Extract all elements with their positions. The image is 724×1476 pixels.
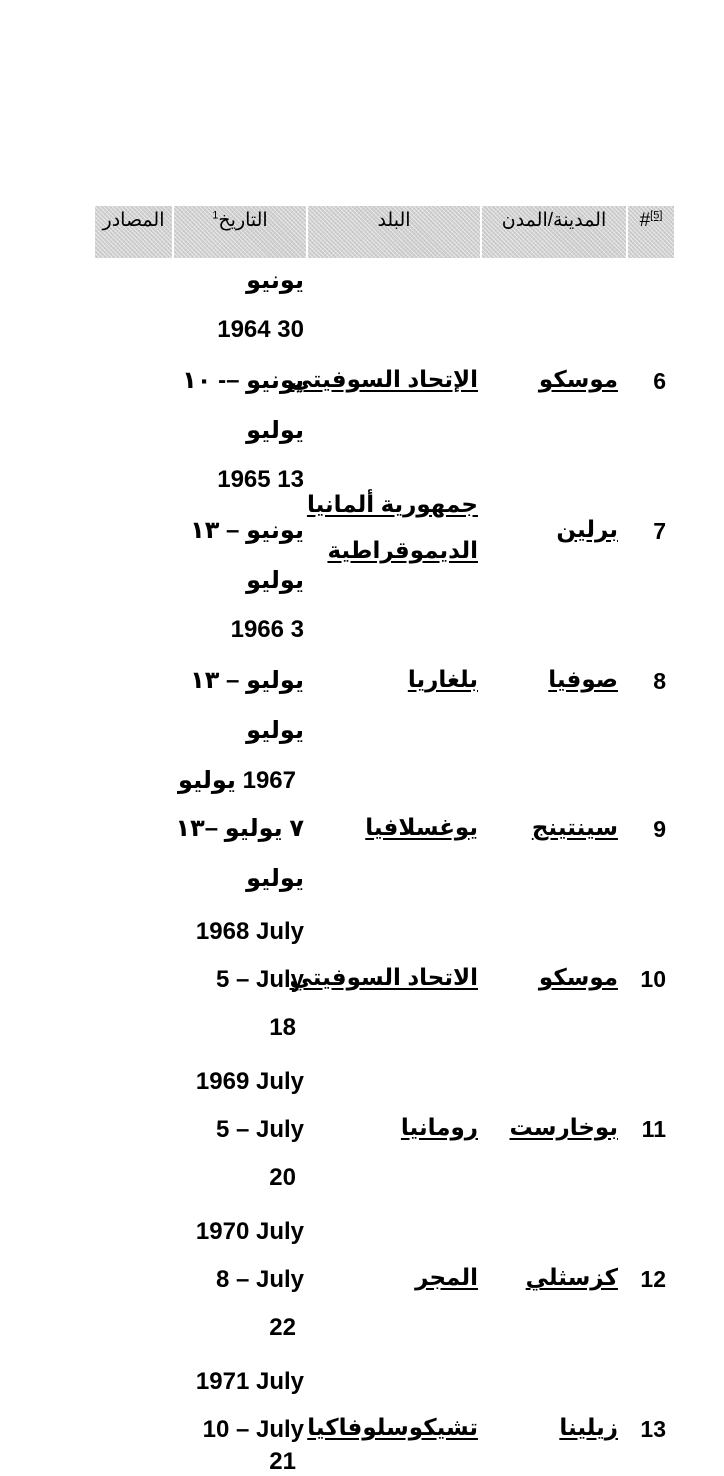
header-date	[174, 206, 306, 258]
country-link[interactable]: المجر	[415, 1264, 478, 1290]
date-line: 21	[269, 1448, 296, 1475]
date-line: يونيو –- ١٠	[182, 367, 304, 394]
date-line: 1969 July	[195, 1068, 304, 1095]
ref-link-5[interactable]: [5]	[650, 209, 663, 222]
country-link[interactable]: الاتحاد السوفيتي	[289, 964, 478, 990]
header-city	[482, 206, 626, 258]
date-line: ٧ يوليو –١٣	[175, 815, 304, 842]
header-number-label: #	[639, 210, 651, 231]
header-sources	[95, 206, 172, 258]
header-country	[308, 206, 480, 258]
row-number: 7	[653, 518, 666, 544]
city-link[interactable]: بوخارست	[509, 1114, 618, 1140]
country-link[interactable]: الإتحاد السوفيتي	[289, 366, 478, 392]
city-link[interactable]: زيلينا	[559, 1414, 618, 1440]
city-link[interactable]: كزسثلي	[525, 1264, 618, 1290]
city-link[interactable]: صوفيا	[548, 666, 618, 692]
date-line: 1966 3	[230, 616, 304, 643]
header-number	[628, 206, 674, 258]
date-line: 10 – July	[202, 1416, 304, 1443]
date-line: يوليو	[246, 567, 304, 594]
date-line: 1971 July	[195, 1368, 304, 1395]
row-number: 10	[640, 966, 666, 992]
country-link[interactable]: جمهورية ألمانيا	[306, 491, 478, 517]
city-link[interactable]: سينتينج	[531, 814, 618, 840]
date-line: يوليو	[246, 417, 304, 444]
date-line: 5 – July	[215, 966, 304, 993]
country-link[interactable]: تشيكوسلوفاكيا	[307, 1414, 478, 1440]
date-line: يونيو – ١٣	[190, 517, 304, 544]
row-number: 12	[640, 1266, 666, 1292]
city-link[interactable]: موسكو	[538, 366, 618, 392]
date-line: يوليو – ١٣	[190, 667, 304, 694]
date-line: 18	[269, 1014, 296, 1041]
header-city-label: المدينة/المدن	[501, 210, 607, 231]
country-link[interactable]: رومانيا	[400, 1114, 478, 1140]
date-fragment: يونيو	[246, 267, 304, 294]
header-country-label: البلد	[377, 210, 411, 231]
header-number-ref[interactable]	[650, 210, 662, 222]
date-line: 8 – July	[215, 1266, 304, 1293]
date-line: 1964 30	[217, 316, 304, 343]
header-date-ref[interactable]: 1	[212, 209, 219, 222]
row-number: 6	[653, 368, 666, 394]
row-number: 11	[641, 1116, 666, 1142]
header-date-label: التاريخ	[218, 210, 268, 231]
row-number: 13	[640, 1416, 666, 1442]
row-number: 9	[653, 816, 666, 842]
date-line: 20	[269, 1164, 296, 1191]
country-link[interactable]: بلغاريا	[407, 666, 478, 692]
date-line: 5 – July	[215, 1116, 304, 1143]
date-line: 1965 13	[217, 466, 304, 493]
date-line: يوليو	[246, 717, 304, 744]
date-line: 1970 July	[195, 1218, 304, 1245]
header-sources-label: المصادر	[102, 210, 165, 231]
date-line: 22	[269, 1314, 296, 1341]
date-line: 1967 يوليو	[178, 767, 296, 794]
city-link[interactable]: موسكو	[538, 964, 618, 990]
city-link[interactable]: برلين	[556, 516, 618, 542]
date-line: يوليو	[246, 865, 304, 892]
row-number: 8	[653, 668, 666, 694]
country-link[interactable]: الديموقراطية	[327, 537, 478, 563]
date-line: 1968 July	[195, 918, 304, 945]
country-link[interactable]: يوغسلافيا	[365, 814, 478, 840]
